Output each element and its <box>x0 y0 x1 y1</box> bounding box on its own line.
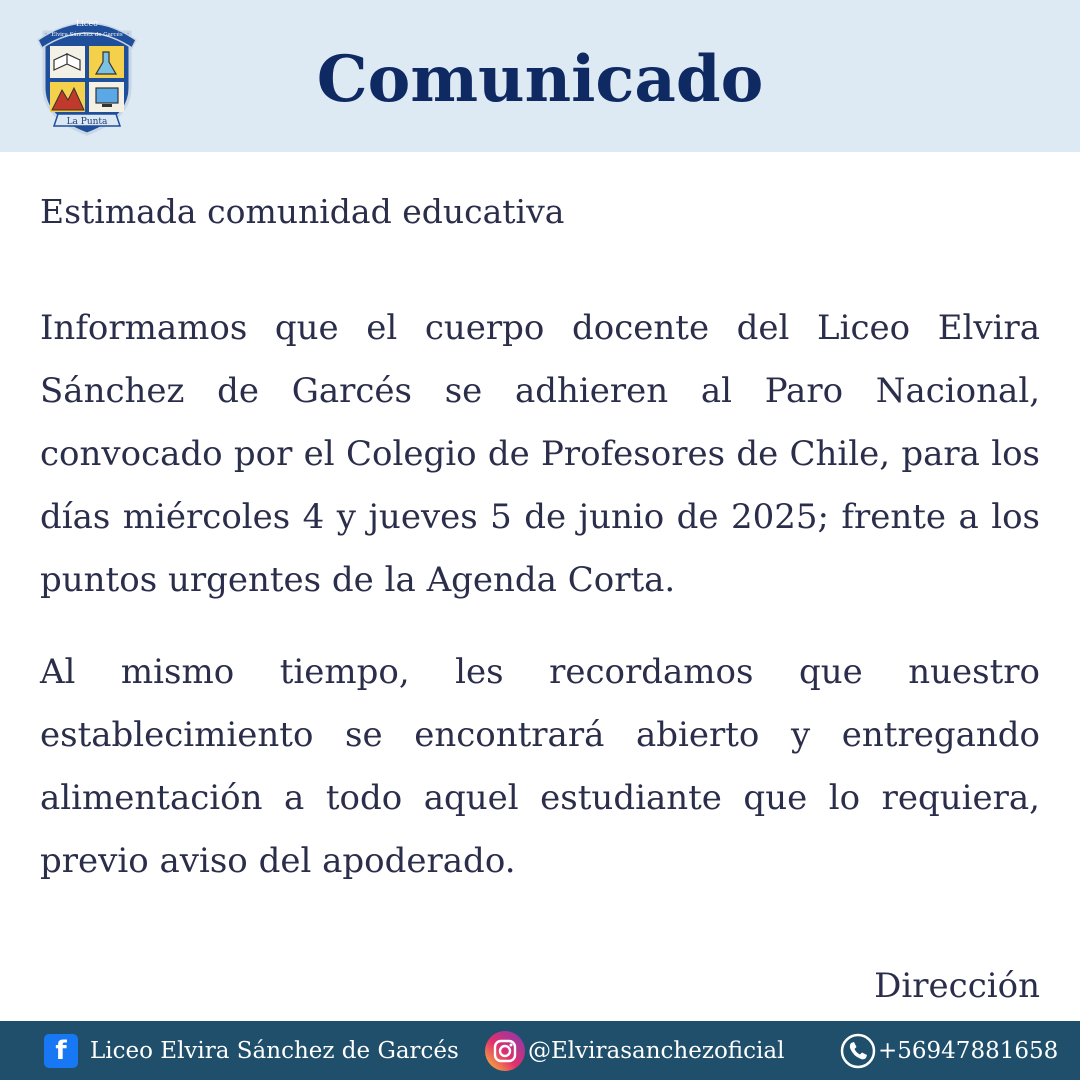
instagram-handle: @Elvirasanchezoficial <box>528 1037 785 1064</box>
page-title: Comunicado <box>316 42 764 117</box>
logo-ribbon-text: La Punta <box>66 117 108 127</box>
footer-facebook-link[interactable] <box>44 1021 459 1080</box>
announcement-paragraph-1: Informamos que el cuerpo docente del Liceo Elvira Sánchez de Garcés se adhieren al Paro Nacional, convocado por el Colegio de Profesores de Chile, para los días miércoles 4 y jueves 5 de junio de 2025; frente a los puntos urgentes de la Agenda Corta. <box>40 308 1040 600</box>
instagram-icon <box>484 1030 526 1072</box>
logo-top-text: Liceo <box>76 19 98 28</box>
footer-contact-bar <box>0 1021 1080 1080</box>
header-banner <box>0 0 1080 152</box>
footer-instagram-link[interactable] <box>484 1021 784 1080</box>
footer-phone-link[interactable] <box>840 1021 1058 1080</box>
facebook-page-name: Liceo Elvira Sánchez de Garcés <box>90 1037 459 1064</box>
facebook-icon: f <box>44 1034 78 1068</box>
logo-name-text: Elvira Sánchez de Garcés <box>51 32 123 38</box>
signature-text: Dirección <box>874 966 1040 1006</box>
greeting-text: Estimada comunidad educativa <box>40 192 565 231</box>
phone-number: +56947881658 <box>878 1037 1059 1064</box>
announcement-paragraph-2: Al mismo tiempo, les recordamos que nuestro establecimiento se encontrará abierto y entregando alimentación a todo aquel estudiante que lo requiera, previo aviso del apoderado. <box>40 652 1040 881</box>
phone-icon <box>840 1033 876 1069</box>
